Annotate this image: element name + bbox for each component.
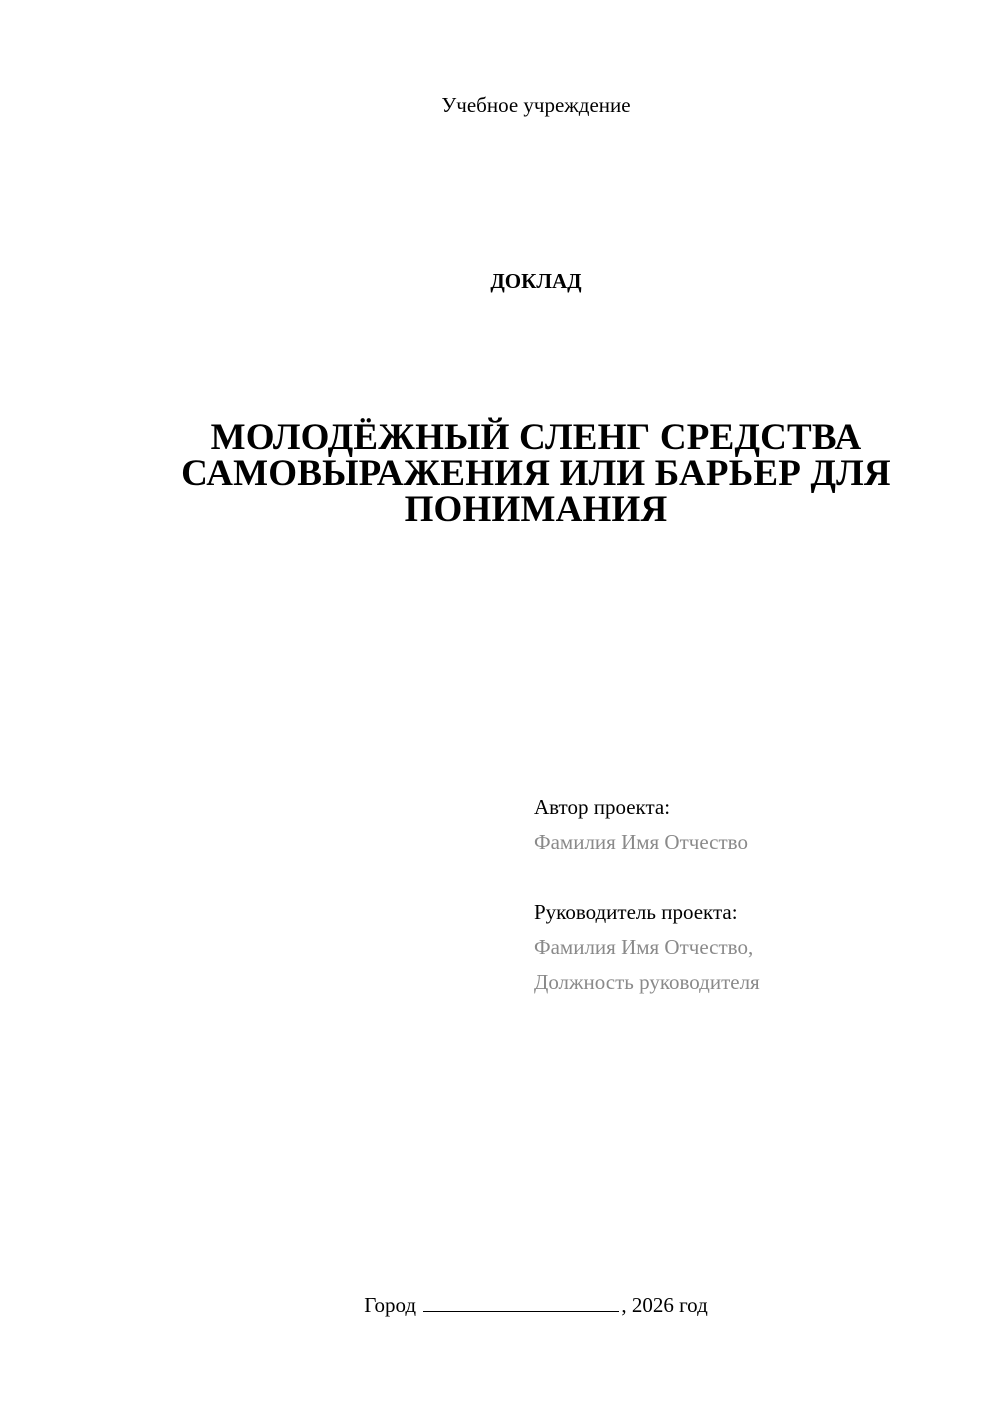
city-blank-line xyxy=(423,1291,619,1312)
institution-name: Учебное учреждение xyxy=(441,93,631,117)
author-label: Автор проекта: xyxy=(534,795,671,819)
supervisor-name: Фамилия Имя Отчество, xyxy=(534,935,754,959)
spacer xyxy=(534,860,954,895)
city-year-line xyxy=(0,1290,1000,1320)
document-title xyxy=(100,417,972,530)
city-label: Город xyxy=(364,1293,417,1317)
document-type: ДОКЛАД xyxy=(490,269,582,293)
supervisor-label: Руководитель проекта: xyxy=(534,900,738,924)
title-line: САМОВЫРАЖЕНИЯ ИЛИ БАРЬЕР ДЛЯ xyxy=(181,453,891,494)
supervisor-position: Должность руководителя xyxy=(534,970,760,994)
title-line: ПОНИМАНИЯ xyxy=(404,489,668,530)
project-info-block xyxy=(534,790,954,1000)
title-line: МОЛОДЁЖНЫЙ СЛЕНГ СРЕДСТВА xyxy=(210,417,862,458)
author-name: Фамилия Имя Отчество xyxy=(534,830,748,854)
year-text: , 2026 год xyxy=(621,1293,708,1317)
